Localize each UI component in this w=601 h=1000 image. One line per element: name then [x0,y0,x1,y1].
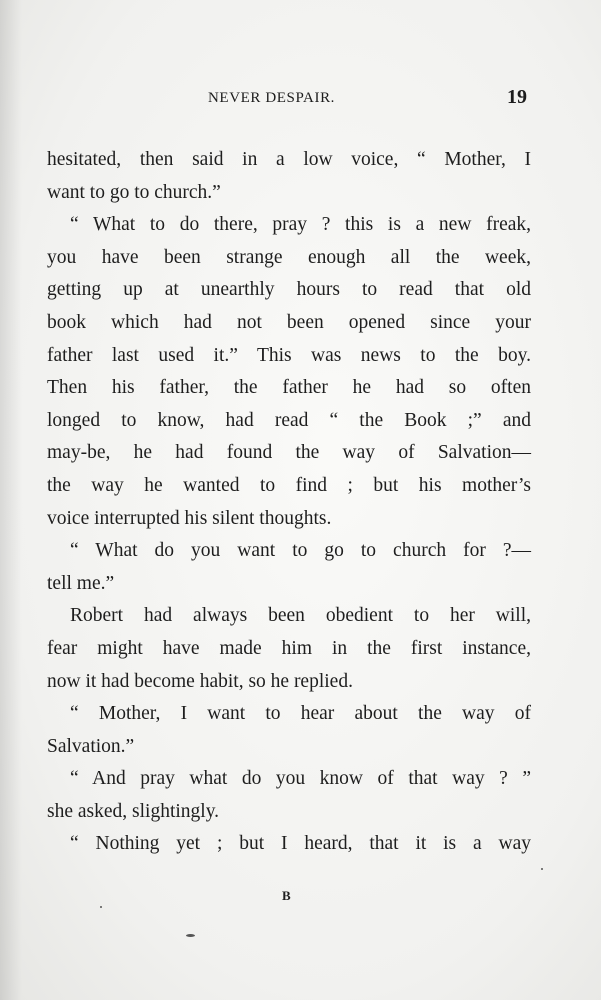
ink-speck [541,868,543,870]
text-line: want to go to church.” [47,181,221,203]
text-line: book which had not been opened since your [47,311,531,333]
text-line: now it had become habit, so he replied. [47,670,353,692]
gutter-shadow [0,0,22,1000]
text-line: “ And pray what do you know of that way ? ” [70,768,531,790]
text-line: “ What do you want to go to church for ?— [70,540,531,562]
text-line: may-be, he had found the way of Salvation— [47,442,531,464]
text-line: the way he wanted to find ; but his mother’s [47,474,531,496]
text-line: “ Nothing yet ; but I heard, that it is a way [70,833,531,855]
text-line: tell me.” [47,572,115,594]
running-title: NEVER DESPAIR. [208,90,336,106]
page-number: 19 [507,86,527,108]
text-line: “ Mother, I want to hear about the way of [70,703,531,725]
text-line: you have been strange enough all the week, [47,246,531,268]
ink-speck [186,934,195,937]
body-text [47,144,531,861]
text-line: Then his father, the father he had so often [47,377,531,399]
text-line: “ What to do there, pray ? this is a new freak, [70,214,531,236]
ink-speck [100,906,102,908]
text-line: longed to know, had read “ the Book ;” and [47,409,531,431]
text-line: father last used it.” This was news to the boy. [47,344,531,366]
signature-mark: B [282,888,292,903]
text-line: hesitated, then said in a low voice, “ Mother, I [47,149,531,170]
text-line: she asked, slightingly. [47,800,220,822]
text-line: Salvation.” [47,735,135,757]
text-line: fear might have made him in the first instance, [47,637,531,659]
text-line: getting up at unearthly hours to read that old [47,279,531,301]
text-line: voice interrupted his silent thoughts. [47,507,332,529]
text-line: Robert had always been obedient to her will, [70,605,531,627]
